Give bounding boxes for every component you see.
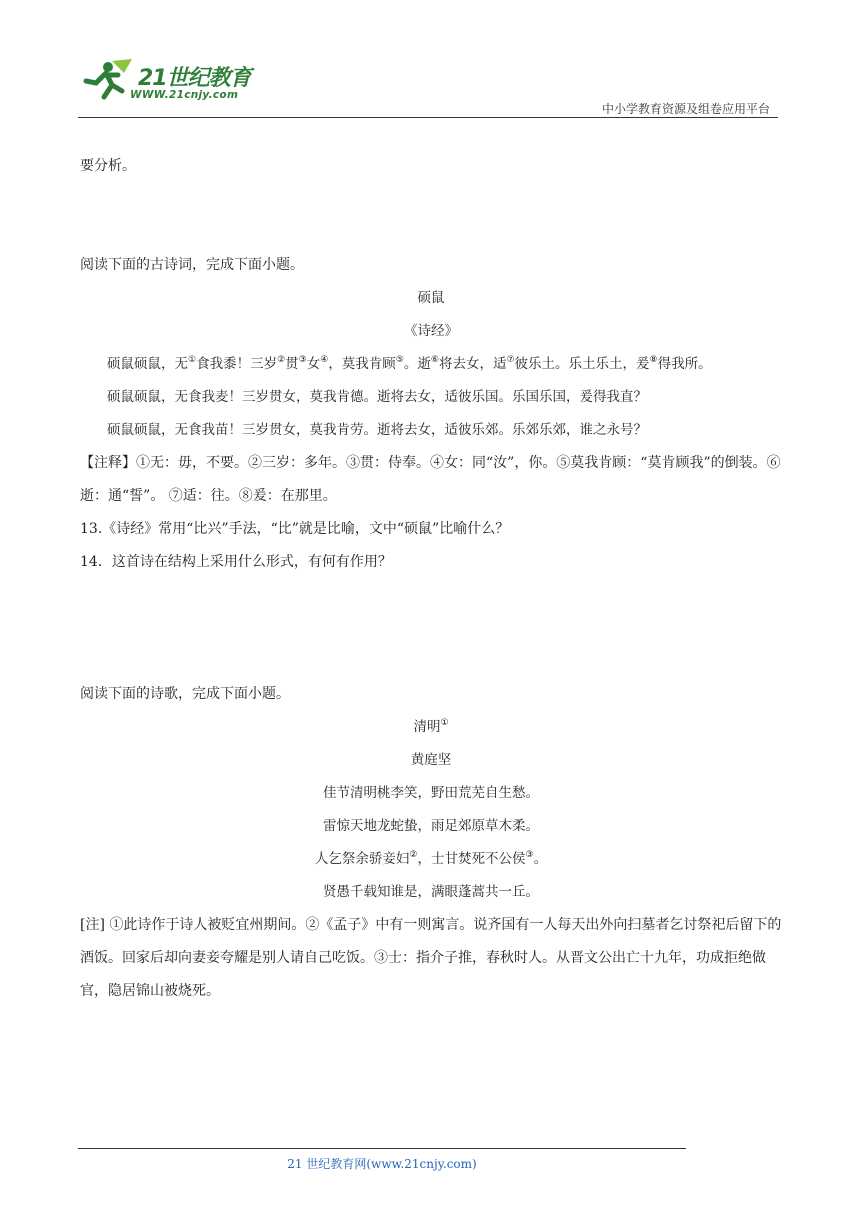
poem1-stanza-1: 硕鼠硕鼠，无①食我黍！三岁②贯③女④，莫我肯顾⑤。逝⑥将去女，适⑦彼乐土。乐土乐土，爰⑧得我所。 xyxy=(107,355,712,372)
page-header xyxy=(78,55,778,117)
poem1-source: 《诗经》 xyxy=(404,323,458,339)
header-divider xyxy=(78,117,778,118)
poem2-line-4: 贤愚千载知谁是，满眼蓬蒿共一丘。 xyxy=(323,884,539,900)
logo-main-text: 21世纪教育 xyxy=(138,66,251,91)
poem2-line-1: 佳节清明桃李笑，野田荒芜自生愁。 xyxy=(323,785,539,801)
spacer xyxy=(80,579,782,678)
poem1-stanza-3: 硕鼠硕鼠，无食我苗！三岁贯女，莫我肯劳。逝将去女，适彼乐郊。乐郊乐郊，谁之永号？ xyxy=(107,422,647,438)
poem2-author: 黄庭坚 xyxy=(410,752,452,768)
logo xyxy=(78,55,278,105)
paragraph-tail: 要分析。 xyxy=(80,158,136,174)
poem1-title: 硕鼠 xyxy=(417,290,445,306)
document-body xyxy=(80,150,782,1008)
section1-intro: 阅读下面的古诗词，完成下面小题。 xyxy=(80,257,304,273)
spacer xyxy=(80,183,782,249)
poem2-line-3: 人乞祭余骄妾妇②，士甘焚死不公侯③。 xyxy=(314,850,548,867)
poem2-notes: [注] ①此诗作于诗人被贬宜州期间。②《孟子》中有一则寓言。说齐国有一人每天出外向扫墓者乞讨祭祀后留下的酒饭。回家后却向妻妾夸耀是别人请自己吃饭。③士：指介子推，春秋时人。从晋文公出亡十九年，功成拒绝做官，隐居锦山被烧死。 xyxy=(80,917,782,999)
poem2-title: 清明① xyxy=(413,718,449,735)
poem1-stanza-2: 硕鼠硕鼠，无食我麦！三岁贯女，莫我肯德。逝将去女，适彼乐国。乐国乐国，爰得我直？ xyxy=(107,389,647,405)
logo-url-text: WWW.21cnjy.com xyxy=(130,89,239,101)
poem2-line-2: 雷惊天地龙蛇蛰，雨足郊原草木柔。 xyxy=(323,818,539,834)
footer-divider xyxy=(78,1148,686,1149)
platform-name: 中小学教育资源及组卷应用平台 xyxy=(601,102,770,116)
question-13: 13.《诗经》常用“比兴”手法，“比”就是比喻，文中“硕鼠”比喻什么？ xyxy=(80,521,510,537)
question-14: 14．这首诗在结构上采用什么形式，有何有作用？ xyxy=(80,554,392,570)
poem1-notes: 【注释】①无：毋，不要。②三岁：多年。③贯：侍奉。④女：同“汝”，你。⑤莫我肯顾：“莫肯顾我”的倒装。⑥逝：通“誓”。 ⑦适：往。⑧爰：在那里。 xyxy=(80,455,781,504)
runner-logo-icon xyxy=(82,57,134,101)
section2-intro: 阅读下面的诗歌，完成下面小题。 xyxy=(80,686,290,702)
footer-link[interactable]: 21 世纪教育网(www.21cnjy.com) xyxy=(287,1157,477,1171)
